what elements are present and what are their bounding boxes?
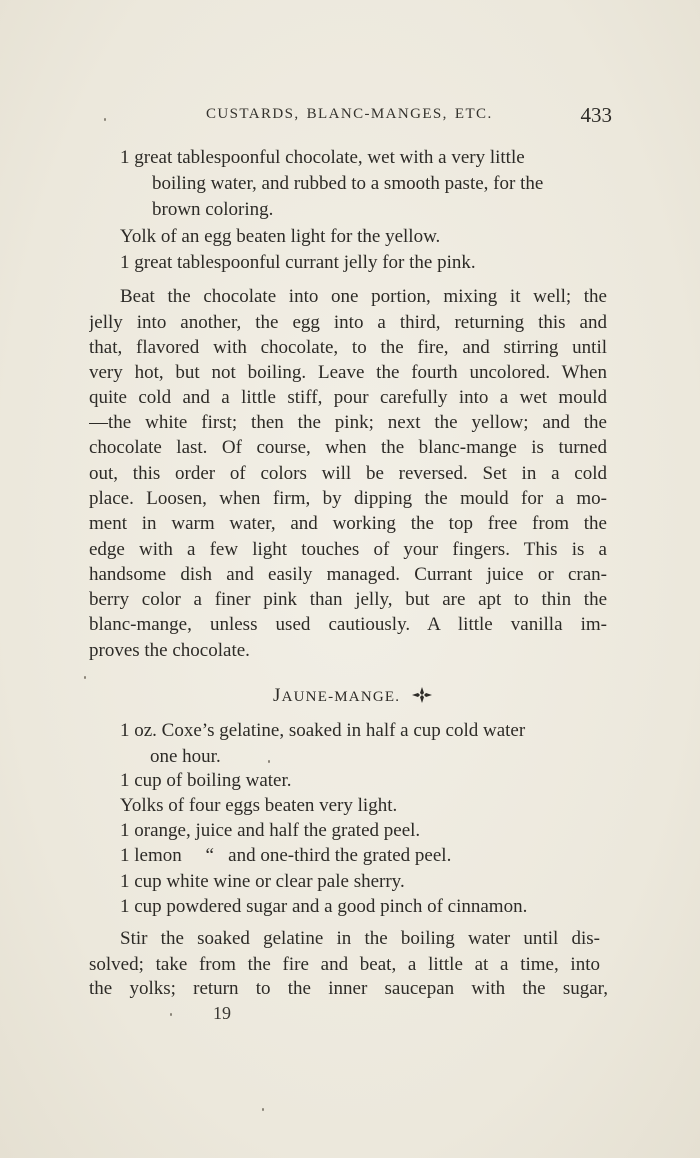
recipe-title-rest: AUNE-MANGE.	[281, 689, 401, 705]
paragraph-line: very hot, but not boiling. Leave the fourth uncolored. When	[89, 362, 607, 383]
paragraph-line: solved; take from the fire and beat, a little at a time, into	[89, 954, 600, 975]
maltese-cross-ornament-icon	[411, 686, 433, 704]
paragraph-line: out, this order of colors will be reversed. Set in a cold	[89, 463, 607, 484]
paragraph-line: proves the chocolate.	[89, 640, 250, 661]
running-head	[120, 103, 612, 133]
paper-speck	[268, 760, 270, 763]
ingredient-line: brown coloring.	[152, 199, 274, 220]
ingredient-line: 1 oz. Coxe’s gelatine, soaked in half a cup cold water	[120, 720, 526, 741]
paragraph-line: the yolks; return to the inner saucepan with the sugar,	[89, 978, 608, 999]
ingredient-line: 1 cup white wine or clear pale sherry.	[120, 871, 405, 892]
page-number: 433	[580, 103, 612, 127]
paragraph-line: quite cold and a little stiff, pour carefully into a wet mould	[89, 387, 607, 408]
running-title: CUSTARDS, BLANC-MANGES, ETC.	[206, 106, 493, 122]
paragraph-line: place. Loosen, when firm, by dipping the mould for a mo-	[89, 488, 607, 509]
paragraph-line: jelly into another, the egg into a third, returning this and	[89, 312, 607, 333]
paragraph-line: that, flavored with chocolate, to the fire, and stirring until	[89, 337, 607, 358]
paper-speck	[262, 1108, 264, 1111]
paragraph-line: ment in warm water, and working the top free from the	[89, 513, 607, 534]
ingredient-line: 1 great tablespoonful chocolate, wet with a very little	[120, 147, 525, 168]
paragraph-line: chocolate last. Of course, when the blanc-mange is turned	[89, 437, 607, 458]
recipe-title-initial: J	[273, 685, 282, 706]
signature-mark: 19	[213, 1003, 231, 1023]
paragraph-line: Stir the soaked gelatine in the boiling water until dis-	[120, 928, 600, 949]
ingredient-line: Yolk of an egg beaten light for the yellow.	[120, 226, 441, 247]
ingredient-line: 1 cup powdered sugar and a good pinch of cinnamon.	[120, 896, 528, 917]
paragraph-line: —the white first; then the pink; next the yellow; and the	[89, 412, 607, 433]
paragraph-line: blanc-mange, unless used cautiously. A little vanilla im-	[89, 614, 607, 635]
recipe-title	[273, 685, 443, 711]
paragraph-line: berry color a finer pink than jelly, but are apt to thin the	[89, 589, 607, 610]
ingredient-line: one hour.	[150, 746, 221, 767]
paragraph-line: Beat the chocolate into one portion, mixing it well; the	[120, 286, 607, 307]
paragraph-line: handsome dish and easily managed. Currant juice or cran-	[89, 564, 607, 585]
ingredient-line: 1 cup of boiling water.	[120, 770, 292, 791]
ingredient-line: 1 great tablespoonful currant jelly for the pink.	[120, 252, 476, 273]
ingredient-line: boiling water, and rubbed to a smooth paste, for the	[152, 173, 544, 194]
paper-speck	[104, 118, 106, 121]
paragraph-line: edge with a few light touches of your fingers. This is a	[89, 539, 607, 560]
paper-speck	[84, 676, 86, 679]
ingredient-line: 1 lemon “ and one-third the grated peel.	[120, 845, 452, 866]
ingredient-line: 1 orange, juice and half the grated peel.	[120, 820, 421, 841]
ingredient-line: Yolks of four eggs beaten very light.	[120, 795, 398, 816]
paper-speck	[170, 1013, 172, 1016]
